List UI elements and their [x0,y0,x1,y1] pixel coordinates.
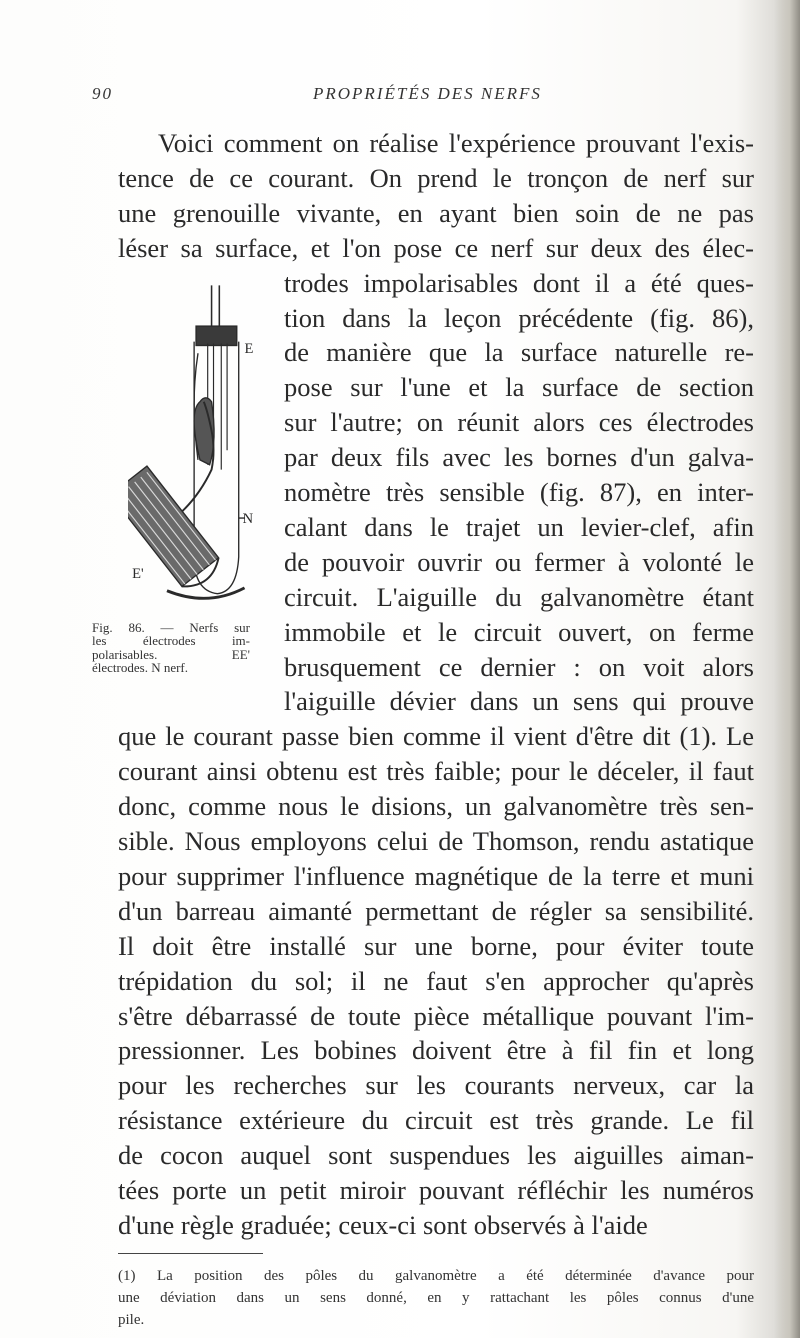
body-line: trodes impolarisables dont il a été ques- [284,267,754,298]
body-line: circuit. L'aiguille du galvanomètre étant [284,581,754,612]
body-line: pressionner. Les bobines doivent être à fil fin et long [118,1035,754,1066]
body-line: résistance extérieure du circuit est très grande. Le fil [118,1105,754,1136]
body-line: par deux fils avec les bornes d'un galva- [284,442,754,473]
footnote-line: une déviation dans un sens donné, en y rattachant les pôles connus d'une [118,1289,754,1306]
body-line: pose sur l'une et la surface de section [284,372,754,403]
caption-line: les électrodes im- [92,633,250,649]
body-line: brusquement ce dernier : on voit alors [284,651,754,682]
page-edge-shadow [774,0,800,1338]
label-e-prime: E' [132,565,144,582]
body-line: s'être débarrassé de toute pièce métallique pouvant l'im- [118,1000,754,1031]
body-line: tion dans la leçon précédente (fig. 86), [284,302,754,333]
body-line: Il doit être installé sur une borne, pour éviter toute [118,930,754,961]
body-line: trépidation du sol; il ne faut s'en approcher qu'après [118,965,754,996]
electrode-e-rod [212,285,220,326]
figure-caption [92,621,250,675]
body-line: Voici comment on réalise l'expérience prouvant l'exis- [158,128,754,158]
body-line: pour supprimer l'influence magnétique de la terre et muni [118,860,754,891]
electrode-e-cap [196,326,237,345]
body-line: tence de ce courant. On prend le tronçon de nerf sur [118,162,754,193]
page-number: 90 [92,84,113,103]
running-header [0,84,800,114]
body-line: courant ainsi obtenu est très faible; pour le déceler, il faut [118,756,754,787]
body-line: tées porte un petit miroir pouvant réfléchir les numéros [118,1175,754,1205]
label-e: E [244,340,254,357]
body-line: sible. Nous employons celui de Thomson, rendu astatique [118,826,754,856]
caption-line: Fig. 86. — Nerfs sur [92,619,250,635]
body-line: léser sa surface, et l'on pose ce nerf sur deux des élec- [118,232,754,263]
footnote-line: pile. [118,1311,145,1328]
body-line: de cocon auquel sont suspendues les aiguilles aiman- [118,1140,754,1171]
body-line: l'aiguille dévier dans un sens qui prouve [284,686,754,717]
body-line: de manière que la surface naturelle re- [284,337,754,368]
body-line: une grenouille vivante, en ayant bien soin de ne pas [118,197,754,228]
body-line: calant dans le trajet un levier-clef, afin [284,511,754,542]
caption-line: polarisables. EE' [92,646,250,662]
caption-line: électrodes. N nerf. [92,660,189,676]
label-n: N [242,510,254,527]
body-line: immobile et le circuit ouvert, on ferme [284,616,754,647]
body-line: d'une règle graduée; ceux-ci sont observés à l'aide [118,1209,648,1240]
body-line: de pouvoir ouvrir ou fermer à volonté le [284,546,754,577]
body-line: pour les recherches sur les courants nerveux, car la [118,1070,754,1101]
body-line: nomètre très sensible (fig. 87), en inter- [284,477,754,507]
body-line: donc, comme nous le disions, un galvanomètre très sen- [118,791,754,822]
body-line: sur l'autre; on réunit alors ces électrodes [284,407,754,438]
footnote-line: (1) La position des pôles du galvanomètre a été déterminée d'avance pour [118,1267,754,1284]
footnote-rule [118,1253,263,1254]
running-title: PROPRIÉTÉS DES NERFS [313,84,542,103]
body-line: que le courant passe bien comme il vient d'être dit (1). Le [118,721,754,752]
body-line: d'un barreau aimanté permettant de régler sa sensibilité. [118,895,754,926]
figure-86-electrodes [128,266,268,615]
